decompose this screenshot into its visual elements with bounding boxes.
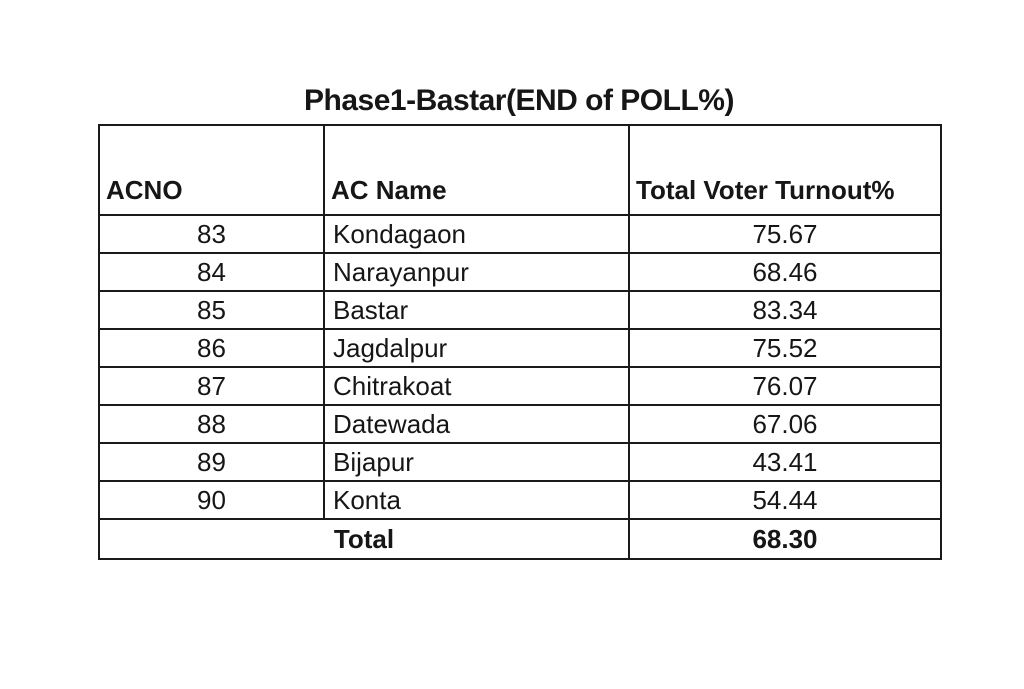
cell-ac-name: Kondagaon: [324, 215, 629, 253]
table-row: [99, 443, 941, 481]
total-value: 68.30: [629, 519, 941, 559]
cell-ac-name: Jagdalpur: [324, 329, 629, 367]
header-row: [99, 125, 941, 215]
cell-turnout: 68.46: [629, 253, 941, 291]
cell-turnout: 75.67: [629, 215, 941, 253]
total-label: Total: [99, 519, 629, 559]
cell-acno: 84: [99, 253, 324, 291]
table-row: [99, 329, 941, 367]
cell-ac-name: Bastar: [324, 291, 629, 329]
table-row: [99, 215, 941, 253]
turnout-table: [98, 124, 942, 560]
cell-turnout: 54.44: [629, 481, 941, 519]
page-title: Phase1-Bastar(END of POLL%): [304, 84, 734, 117]
cell-acno: 90: [99, 481, 324, 519]
table-row: [99, 253, 941, 291]
cell-acno: 86: [99, 329, 324, 367]
cell-turnout: 43.41: [629, 443, 941, 481]
cell-acno: 87: [99, 367, 324, 405]
cell-ac-name: Konta: [324, 481, 629, 519]
cell-ac-name: Datewada: [324, 405, 629, 443]
cell-turnout: 67.06: [629, 405, 941, 443]
cell-acno: 89: [99, 443, 324, 481]
table-row: [99, 405, 941, 443]
cell-acno: 85: [99, 291, 324, 329]
table-row: [99, 481, 941, 519]
cell-ac-name: Narayanpur: [324, 253, 629, 291]
header-turnout: Total Voter Turnout%: [629, 125, 941, 215]
table-row: [99, 291, 941, 329]
header-ac-name: AC Name: [324, 125, 629, 215]
table-row: [99, 367, 941, 405]
total-row: [99, 519, 941, 559]
cell-turnout: 83.34: [629, 291, 941, 329]
header-acno: ACNO: [99, 125, 324, 215]
cell-acno: 88: [99, 405, 324, 443]
cell-acno: 83: [99, 215, 324, 253]
cell-turnout: 75.52: [629, 329, 941, 367]
cell-ac-name: Chitrakoat: [324, 367, 629, 405]
cell-ac-name: Bijapur: [324, 443, 629, 481]
cell-turnout: 76.07: [629, 367, 941, 405]
